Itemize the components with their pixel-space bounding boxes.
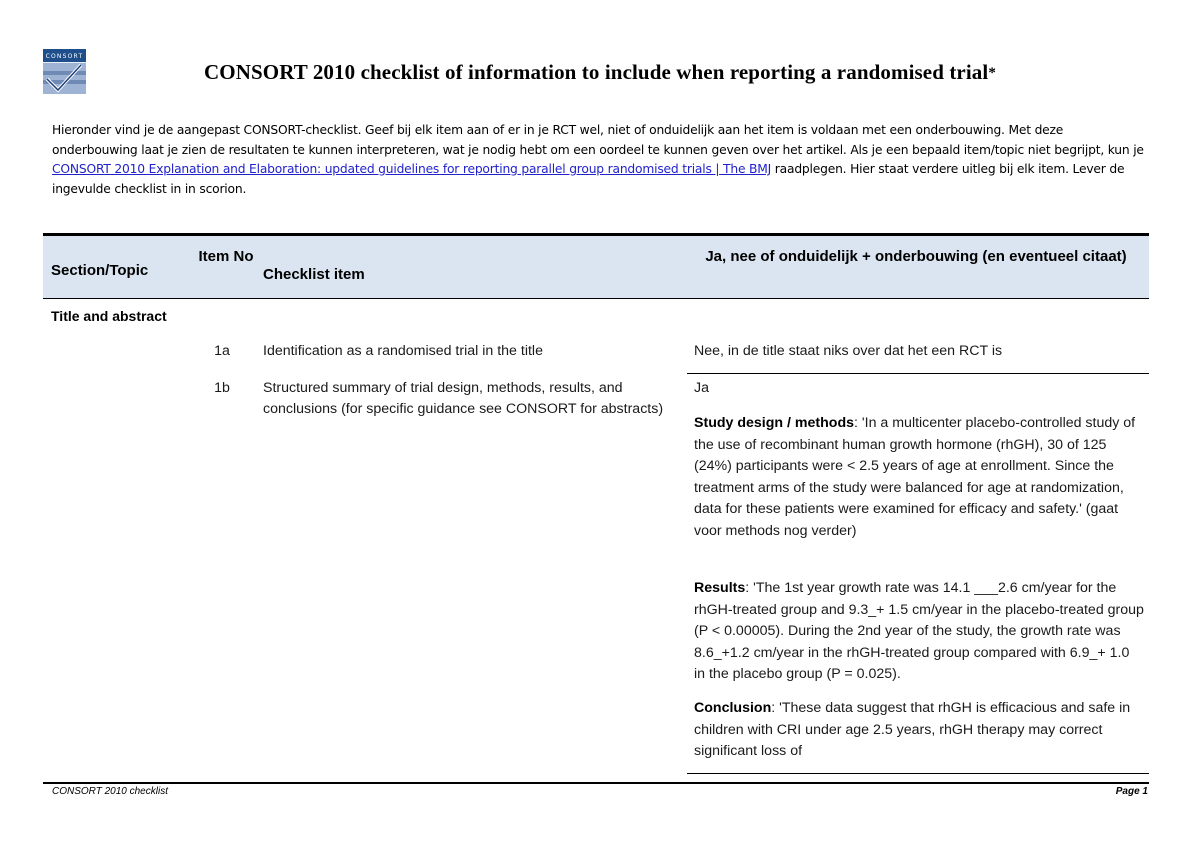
answer-1b-ja[interactable]: Ja <box>694 380 709 396</box>
row-separator <box>687 373 1149 374</box>
checklist-item-1a: Identification as a randomised trial in the title <box>263 343 543 359</box>
table-header <box>43 236 1149 299</box>
title-asterisk: * <box>988 65 996 81</box>
intro-text-after: raadplegen. Hier staat verdere uitleg bij elk item. Lever de ingevulde checklist in in scorion. <box>52 162 1125 196</box>
footer-document-name: CONSORT 2010 checklist <box>52 786 168 797</box>
answer-bottom-rule <box>687 773 1149 774</box>
results-label: Results <box>694 580 746 596</box>
page-bottom-rule <box>43 782 1149 784</box>
header-answer: Ja, nee of onduidelijk + onderbouwing (en eventueel citaat) <box>705 248 1127 265</box>
answer-1a[interactable]: Nee, in de title staat niks over dat het een RCT is <box>694 343 1003 359</box>
answer-1b-results[interactable] <box>694 578 1144 686</box>
intro-text-before: Hieronder vind je de aangepast CONSORT-checklist. Geef bij elk item aan of er in je RCT wel, niet of onduidelijk aan het item is voldaan met een onderbouwing. Met deze onderbouwing laat je zien de resultaten te kunnen interpreteren, wat je nodig hebt om een oordeel te kunnen geven over het artikel. Als je een bepaald item/topic niet begrijpt, kun je <box>52 123 1144 157</box>
conclusion-label: Conclusion <box>694 700 772 716</box>
header-section-topic: Section/Topic <box>51 262 149 279</box>
conclusion-text: : 'These data suggest that rhGH is efficacious and safe in children with CRI under age 2.5 years, rhGH therapy may correct significant loss of <box>694 700 1131 759</box>
results-text: : 'The 1st year growth rate was 14.1 ___2.6 cm/year for the rhGH-treated group and 9.3_+ 1.5 cm/year in the placebo-treated group (P < 0.00005). During the 2nd year of the study, the growth rate was 8.6_+1.2 cm/year in the rhGH-treated group compared with 6.9_+ 1.0 in the placebo group (P = 0.025). <box>694 580 1144 682</box>
header-item-no: Item No <box>198 248 254 265</box>
study-design-text: : 'In a multicenter placebo-controlled study of the use of recombinant human growth hormone (rhGH), 30 of 125 (24%) participants were < 2.5 years of age at enrollment. Since the treatment arms of the study were balanced for age at randomization, data for these patients were examined for efficacy and safety.' (gaat voor methods nog verder) <box>694 415 1136 539</box>
study-design-label: Study design / methods <box>694 415 855 431</box>
answer-1b-conclusion[interactable] <box>694 698 1144 763</box>
logo-text: CONSORT <box>45 53 84 60</box>
section-title-and-abstract: Title and abstract <box>51 308 167 324</box>
answer-1b-study-design[interactable] <box>694 413 1144 542</box>
intro-paragraph <box>52 121 1152 199</box>
footer-page-number: Page 1 <box>1115 786 1148 797</box>
item-number-1b: 1b <box>214 380 230 396</box>
item-number-1a: 1a <box>214 343 230 359</box>
checklist-item-1b: Structured summary of trial design, methods, results, and conclusions (for specific guidance see CONSORT for abstracts) <box>263 380 664 417</box>
header-checklist-item: Checklist item <box>263 266 365 283</box>
consort-elaboration-link[interactable]: CONSORT 2010 Explanation and Elaboration: updated guidelines for reporting parallel group randomised trials | The BMJ <box>52 162 772 176</box>
page-title: CONSORT 2010 checklist of information to include when reporting a randomised trial* <box>204 60 996 84</box>
